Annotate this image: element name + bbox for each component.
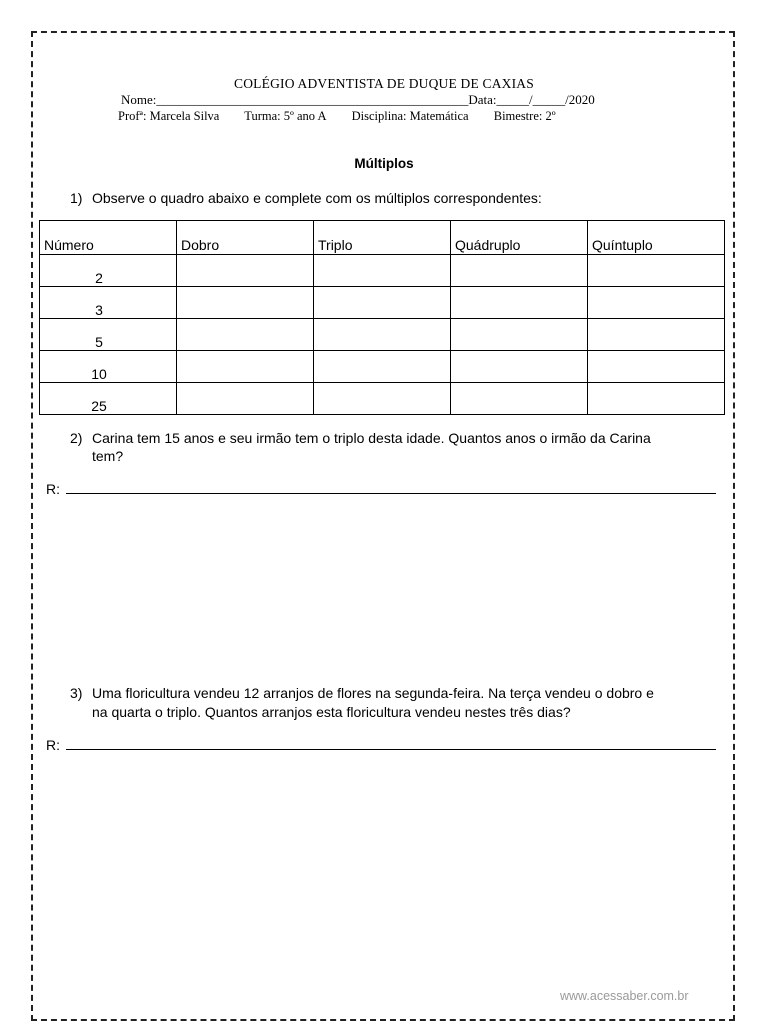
table-header-row <box>40 221 725 255</box>
question-text-line-1: Uma floricultura vendeu 12 arranjos de flores na segunda-feira. Na terça vendeu o dobro e <box>92 685 654 701</box>
col-header-numero: Número <box>40 221 177 255</box>
col-header-triplo: Triplo <box>314 221 451 255</box>
answer-cell[interactable] <box>314 319 451 351</box>
number-cell: 2 <box>40 255 177 287</box>
table-row <box>40 383 725 415</box>
number-cell: 10 <box>40 351 177 383</box>
answer-cell[interactable] <box>314 383 451 415</box>
answer-cell[interactable] <box>451 383 588 415</box>
answer-cell[interactable] <box>177 287 314 319</box>
question-number: 3) <box>70 685 83 701</box>
number-cell: 25 <box>40 383 177 415</box>
answer-cell[interactable] <box>314 351 451 383</box>
answer-cell[interactable] <box>588 383 725 415</box>
question-1 <box>70 189 730 209</box>
question-text-line-2: tem? <box>92 448 124 464</box>
answer-cell[interactable] <box>451 255 588 287</box>
answer-line-2[interactable] <box>46 481 716 497</box>
school-name: COLÉGIO ADVENTISTA DE DUQUE DE CAXIAS <box>234 76 534 91</box>
answer-line-3[interactable] <box>46 737 716 753</box>
answer-cell[interactable] <box>314 255 451 287</box>
col-header-quadruplo: Quádruplo <box>451 221 588 255</box>
number-cell: 3 <box>40 287 177 319</box>
col-header-quintuplo: Quíntuplo <box>588 221 725 255</box>
question-2 <box>70 429 730 469</box>
table-row <box>40 287 725 319</box>
worksheet-title: Múltiplos <box>354 156 414 171</box>
answer-cell[interactable] <box>177 319 314 351</box>
answer-cell[interactable] <box>588 255 725 287</box>
answer-cell[interactable] <box>588 319 725 351</box>
class-group: Turma: 5º ano A <box>244 109 327 123</box>
table-row <box>40 351 725 383</box>
page-border <box>31 31 735 1021</box>
question-3 <box>70 684 730 724</box>
answer-cell[interactable] <box>588 287 725 319</box>
question-number: 1) <box>70 190 83 206</box>
table-row <box>40 255 725 287</box>
answer-cell[interactable] <box>451 287 588 319</box>
answer-cell[interactable] <box>177 383 314 415</box>
name-date-line: Nome:________________________________________________Data:_____/_____/2020 <box>121 92 595 107</box>
answer-cell[interactable] <box>177 255 314 287</box>
teacher-name: Profª: Marcela Silva <box>118 109 220 123</box>
question-text-line-2: na quarta o triplo. Quantos arranjos esta floricultura vendeu nestes três dias? <box>92 704 571 720</box>
answer-label: R: <box>46 737 60 753</box>
question-text-line-1: Carina tem 15 anos e seu irmão tem o triplo desta idade. Quantos anos o irmão da Carina <box>92 430 651 446</box>
subject: Disciplina: Matemática <box>351 109 469 123</box>
question-text: Observe o quadro abaixo e complete com os múltiplos correspondentes: <box>92 190 542 206</box>
answer-rule <box>66 748 716 750</box>
number-cell: 5 <box>40 319 177 351</box>
question-number: 2) <box>70 430 83 446</box>
term: Bimestre: 2º <box>493 109 556 123</box>
multiples-table <box>39 220 725 415</box>
watermark: www.acessaber.com.br <box>560 989 689 1003</box>
answer-label: R: <box>46 481 60 497</box>
teacher-info-line <box>118 109 578 124</box>
answer-rule <box>66 492 716 494</box>
table-row <box>40 319 725 351</box>
answer-cell[interactable] <box>451 351 588 383</box>
answer-cell[interactable] <box>314 287 451 319</box>
col-header-dobro: Dobro <box>177 221 314 255</box>
answer-cell[interactable] <box>588 351 725 383</box>
answer-cell[interactable] <box>177 351 314 383</box>
answer-cell[interactable] <box>451 319 588 351</box>
